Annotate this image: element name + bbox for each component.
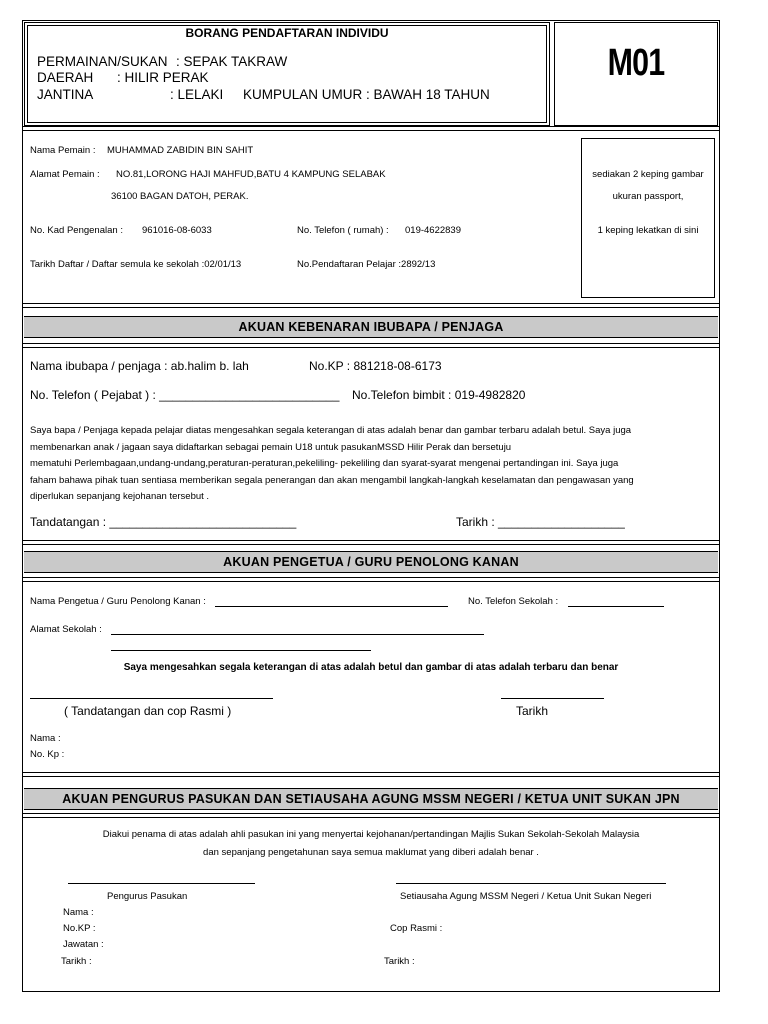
- form-title: BORANG PENDAFTARAN INDIVIDU: [185, 26, 389, 40]
- declaration-line: mematuhi Perlembagaan,undang-undang,peraturan-peraturan,pekeliling- pekeliling dan syarat-syarat mengenai pertandingan ini. Saya juga: [30, 458, 619, 469]
- district-label: DAERAH: [37, 70, 94, 85]
- school-phone-label: No. Telefon Sekolah :: [468, 596, 559, 607]
- school-phone-line: [568, 606, 664, 607]
- parent-ic: No.KP : 881218-08-6173: [309, 359, 442, 373]
- divider: [22, 813, 720, 818]
- player-address-line2: 36100 BAGAN DATOH, PERAK.: [111, 191, 249, 202]
- officials-section-heading: AKUAN PENGURUS PASUKAN DAN SETIAUSAHA AGUNG MSSM NEGERI / KETUA UNIT SUKAN JPN: [24, 788, 718, 810]
- gender-label: JANTINA: [37, 87, 94, 102]
- principal-date-caption: Tarikh: [516, 704, 549, 718]
- declaration-line: diperlukan sepanjang kejohanan tersebut .: [30, 491, 210, 502]
- principal-confirmation: Saya mengesahkan segala keterangan di atas adalah betul dan gambar di atas adalah terbaru dan benar: [123, 662, 619, 673]
- divider: [22, 126, 720, 131]
- parent-name: Nama ibubapa / penjaga : ab.halim b. lah: [30, 359, 249, 373]
- sport-value: : SEPAK TAKRAW: [176, 54, 288, 69]
- manager-caption: Pengurus Pasukan: [107, 891, 188, 902]
- manager-date-field: Tarikh :: [61, 956, 92, 967]
- district-value: : HILIR PERAK: [117, 70, 209, 85]
- photo-box: [581, 138, 715, 298]
- officials-statement-2: dan sepanjang pengetahunan saya semua maklumat yang diberi adalah benar .: [203, 847, 539, 858]
- principal-name-field: Nama :: [30, 733, 61, 744]
- divider: [22, 577, 720, 582]
- ic-value: 961016-08-6033: [142, 225, 212, 236]
- principal-kp-field: No. Kp :: [30, 749, 65, 760]
- divider: [22, 540, 720, 545]
- form-code: M01: [607, 42, 665, 84]
- secretary-caption: Setiausaha Agung MSSM Negeri / Ketua Unit Sukan Negeri: [400, 891, 652, 902]
- principal-signature-line: [30, 698, 273, 699]
- official-stamp-field: Cop Rasmi :: [390, 923, 443, 934]
- photo-instruction-3: 1 keping lekatkan di sini: [597, 225, 699, 236]
- principal-section-heading: AKUAN PENGETUA / GURU PENOLONG KANAN: [24, 551, 718, 573]
- age-group: KUMPULAN UMUR : BAWAH 18 TAHUN: [243, 87, 490, 102]
- divider: [22, 303, 720, 308]
- photo-instruction-1: sediakan 2 keping gambar: [592, 169, 704, 180]
- parent-section-heading: AKUAN KEBENARAN IBUBAPA / PENJAGA: [24, 316, 718, 338]
- photo-instruction-2: ukuran passport,: [612, 191, 684, 202]
- manager-name-field: Nama :: [63, 907, 94, 918]
- secretary-signature-line: [396, 883, 666, 884]
- sport-label: PERMAINAN/SUKAN: [37, 54, 168, 69]
- school-address-line: [111, 634, 484, 635]
- principal-name-line: [215, 606, 448, 607]
- declaration-line: Saya bapa / Penjaga kepada pelajar diatas mengesahkan segala keterangan di atas adalah benar dan gambar terbaru adalah betul. Saya juga: [30, 425, 632, 436]
- gender-value: : LELAKI: [170, 87, 224, 102]
- registration-date: Tarikh Daftar / Daftar semula ke sekolah :02/01/13: [30, 259, 242, 270]
- divider: [22, 772, 720, 777]
- player-address-label: Alamat Pemain :: [30, 169, 100, 180]
- ic-label: No. Kad Pengenalan :: [30, 225, 123, 236]
- signature-stamp-caption: ( Tandatangan dan cop Rasmi ): [64, 704, 232, 718]
- principal-date-line: [501, 698, 604, 699]
- manager-signature-line: [68, 883, 255, 884]
- declaration-line: membenarkan anak / jagaan saya didaftarkan sebagai pemain U18 untuk pasukanMSSD Hilir Perak dan bersetuju: [30, 441, 512, 453]
- manager-position-field: Jawatan :: [63, 939, 104, 950]
- parent-signature: Tandatangan : ____________________________: [30, 515, 297, 529]
- mobile-phone: No.Telefon bimbit : 019-4982820: [352, 388, 526, 402]
- officials-statement-1: Diakui penama di atas adalah ahli pasukan ini yang menyertai kejohanan/pertandingan Majlis Sukan Sekolah-Sekolah Malaysia: [102, 829, 640, 840]
- parent-declaration: [30, 423, 695, 506]
- secretary-date-field: Tarikh :: [384, 956, 415, 967]
- parent-date: Tarikh : ___________________: [456, 515, 625, 529]
- office-phone: No. Telefon ( Pejabat ) : ___________________________: [30, 388, 340, 402]
- school-address-label: Alamat Sekolah :: [30, 624, 102, 635]
- school-address-line-2: [111, 650, 371, 651]
- divider: [22, 343, 720, 348]
- home-phone-value: 019-4622839: [405, 225, 461, 236]
- player-name: MUHAMMAD ZABIDIN BIN SAHIT: [107, 145, 254, 156]
- declaration-line: faham bahawa pihak tuan sentiasa memberikan segala penerangan dan akan mengambil langkah-langkah keselamatan dan pengawasan yang: [30, 474, 634, 486]
- student-registration-no: No.Pendaftaran Pelajar :2892/13: [297, 259, 436, 270]
- player-address-line1: NO.81,LORONG HAJI MAHFUD,BATU 4 KAMPUNG SELABAK: [116, 169, 386, 180]
- principal-name-label: Nama Pengetua / Guru Penolong Kanan :: [30, 596, 206, 607]
- manager-kp-field: No.KP :: [63, 923, 96, 934]
- player-name-label: Nama Pemain :: [30, 145, 96, 156]
- home-phone-label: No. Telefon ( rumah) :: [297, 225, 389, 236]
